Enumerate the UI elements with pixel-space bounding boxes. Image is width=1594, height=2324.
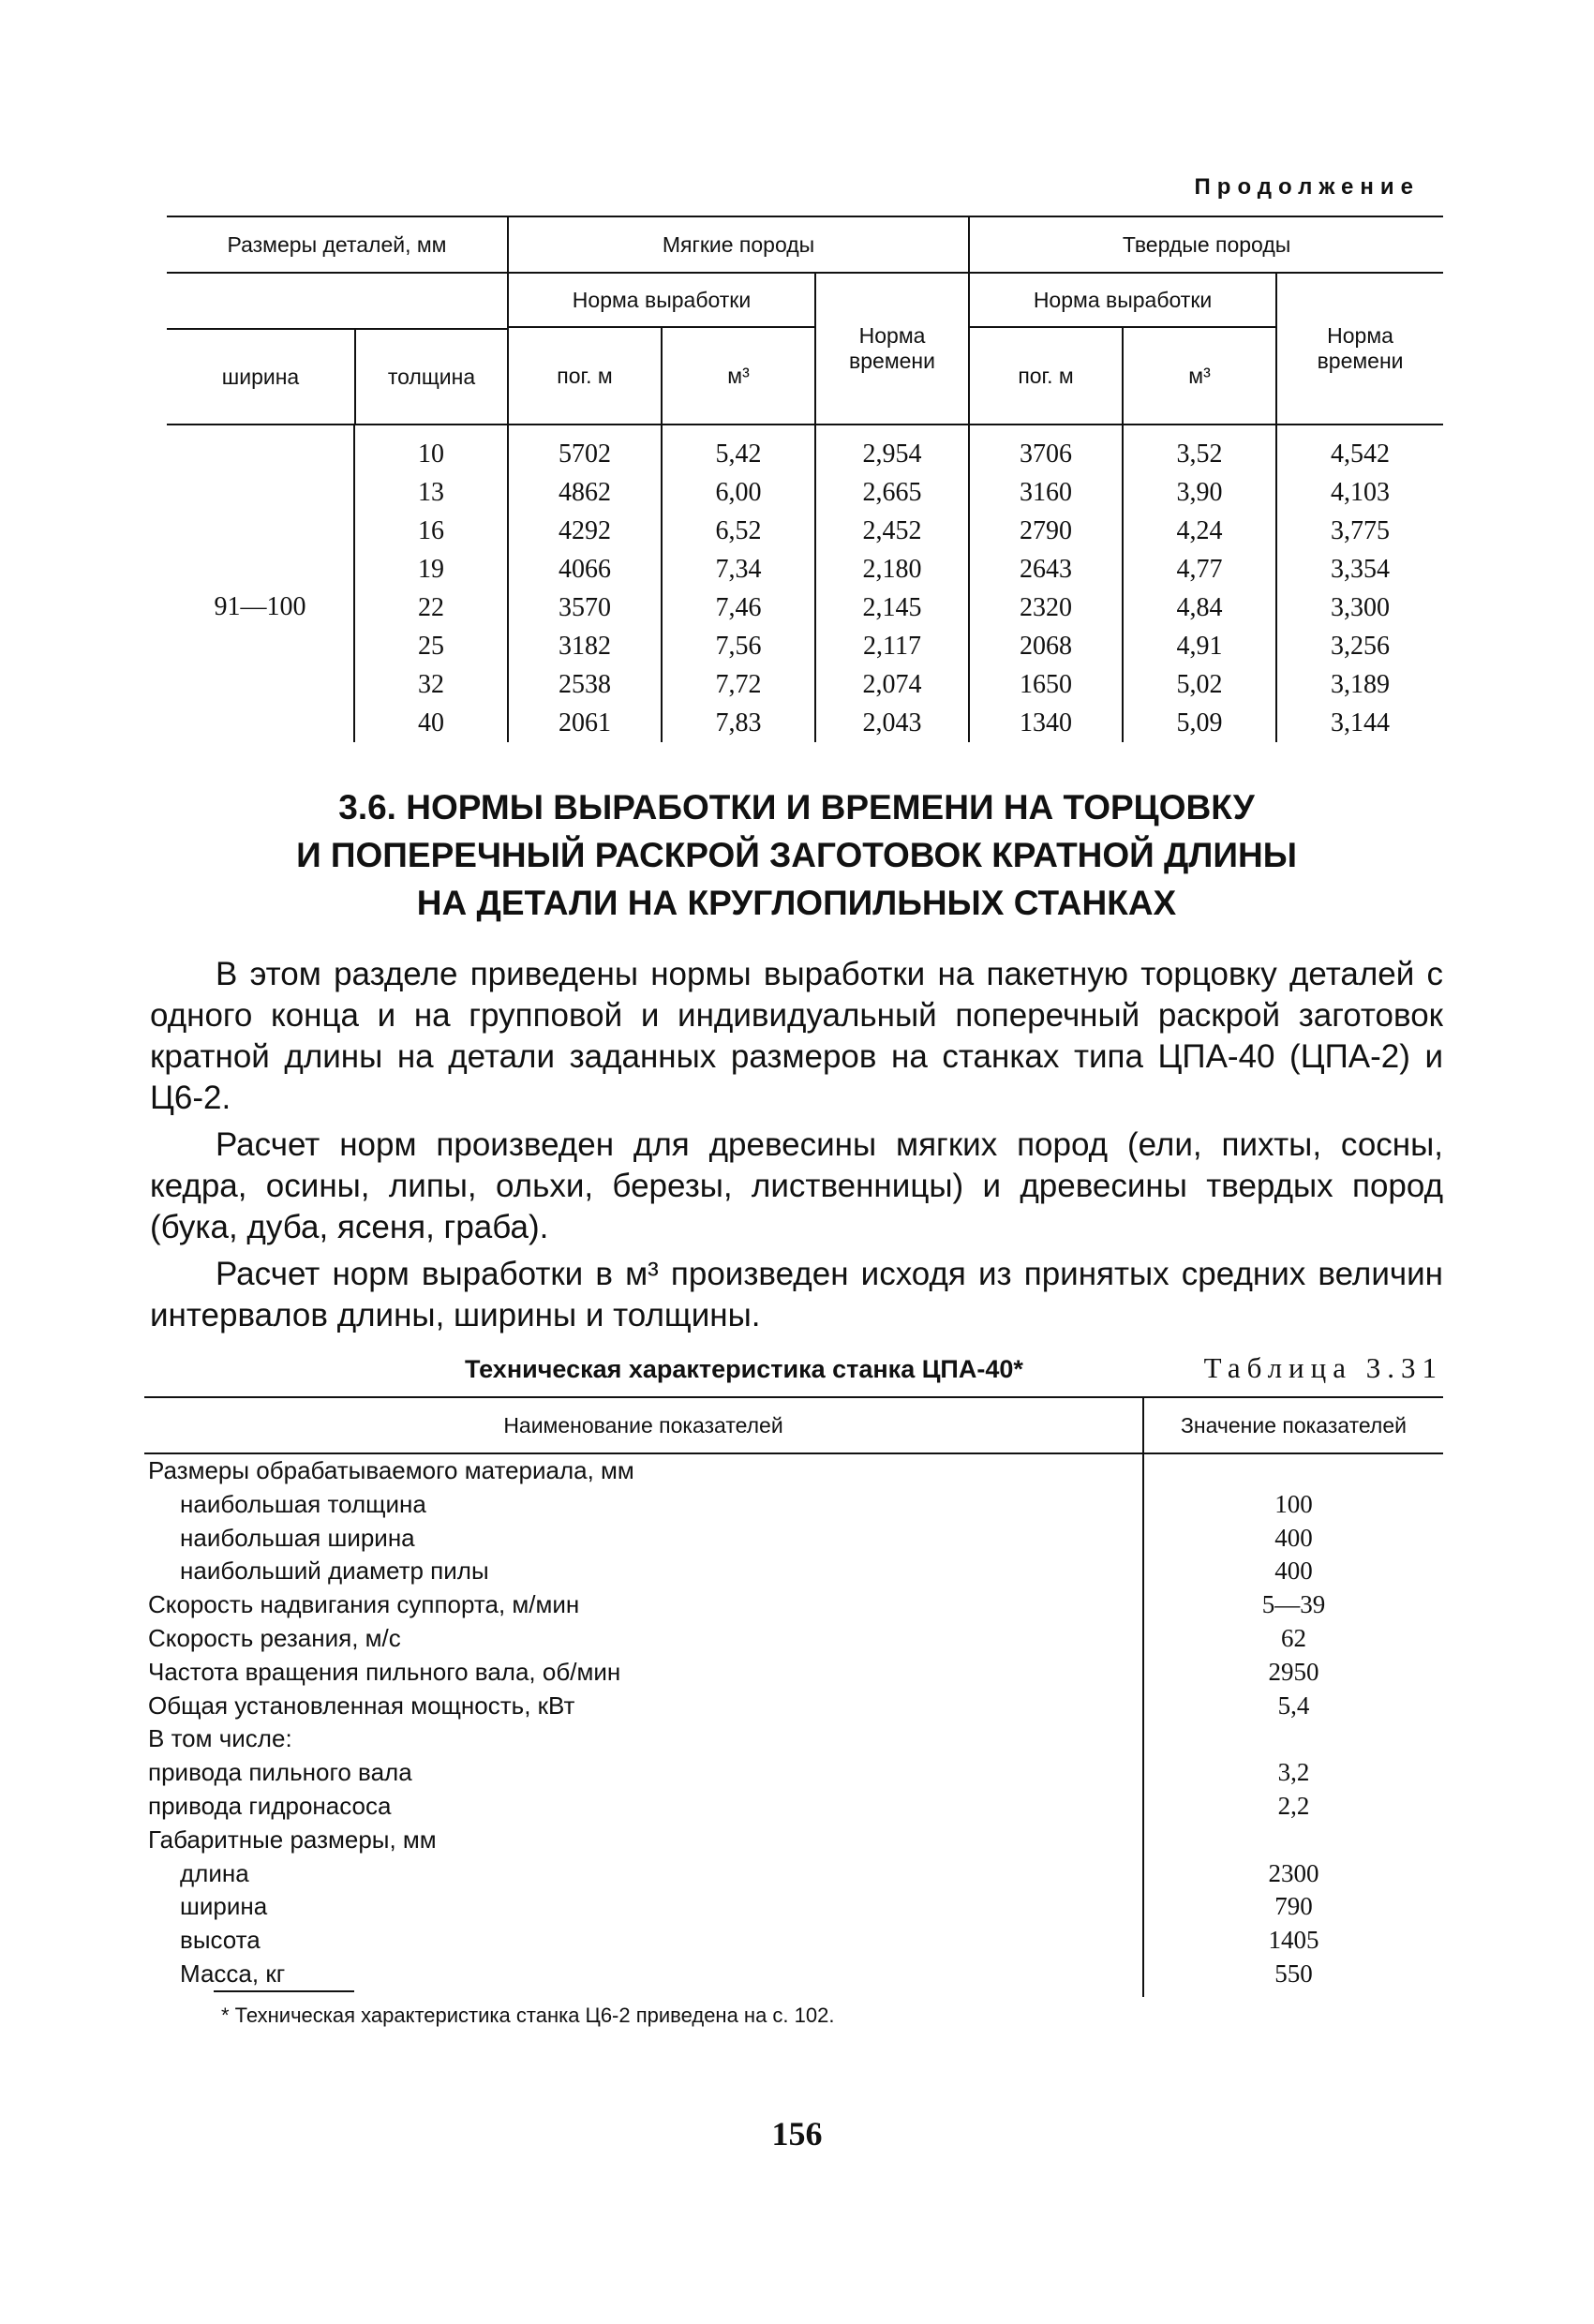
value-cell-hard-m3: 5,09 [1123,704,1276,742]
spec-row [144,1722,1443,1756]
value-cell-soft-m3: 7,34 [662,550,815,588]
value-cell-soft-m: 4862 [508,473,662,512]
norms-table [167,216,1443,742]
value-cell-hard-time: 3,354 [1276,550,1443,588]
value-cell-soft-time: 2,954 [815,425,969,473]
spec-row-name: Скорость надвигания суппорта, м/мин [148,1590,580,1619]
spec-row-value: 62 [1143,1622,1443,1656]
value-cell-soft-time: 2,180 [815,550,969,588]
paragraph-3: Расчет норм выработки в м³ произведен исходя из принятых средних величин интервалов длины, ширины и толщины. [150,1256,1443,1333]
thickness-cell: 40 [354,704,508,742]
spec-row-name: высота [180,1926,261,1955]
value-cell-hard-time: 3,189 [1276,665,1443,704]
spec-row-name: Масса, кг [180,1959,286,1988]
thickness-cell: 22 [354,588,508,627]
spec-row [144,1857,1443,1891]
spec-row-name: ширина [180,1892,268,1921]
header-hard-norm-time: Норма времени [1276,273,1443,425]
norms-row [167,425,1443,473]
spec-row-value: 5—39 [1143,1588,1443,1622]
spec-row [144,1690,1443,1723]
spec-row-value: 100 [1143,1488,1443,1522]
thickness-cell: 25 [354,627,508,665]
value-cell-soft-time: 2,117 [815,627,969,665]
spec-row [144,1488,1443,1522]
value-cell-soft-m: 3570 [508,588,662,627]
spec-row [144,1622,1443,1656]
spec-table-caption [150,1351,1443,1396]
value-cell-soft-time: 2,043 [815,704,969,742]
header-soft-m3: м³ [662,327,815,425]
continuation-label: Продолжение [1194,174,1420,200]
spec-row-value: 400 [1143,1522,1443,1556]
value-cell-hard-time: 3,144 [1276,704,1443,742]
value-cell-hard-time: 3,300 [1276,588,1443,627]
width-cell: 91—100 [214,591,306,621]
value-cell-hard-m: 3160 [969,473,1123,512]
header-width-thickness-group [167,273,508,425]
spec-row-name: наибольшая ширина [180,1523,415,1552]
value-cell-soft-m: 4066 [508,550,662,588]
spec-row-value [1143,1722,1443,1756]
header-soft-linear-m: пог. м [508,327,662,425]
thickness-cell: 13 [354,473,508,512]
header-soft-norm-output: Норма выработки [508,273,815,327]
spec-col-name: Наименование показателей [144,1397,1143,1453]
value-cell-soft-m: 4292 [508,512,662,550]
value-cell-hard-time: 3,256 [1276,627,1443,665]
value-cell-soft-m3: 7,72 [662,665,815,704]
spec-table-body [144,1453,1443,1997]
spec-row-name: наибольший диаметр пилы [180,1557,489,1586]
heading-line-2: И ПОПЕРЕЧНЫЙ РАСКРОЙ ЗАГОТОВОК КРАТНОЙ ДЛИНЫ [296,836,1297,874]
spec-col-value: Значение показателей [1143,1397,1443,1453]
spec-row-name: Частота вращения пильного вала, об/мин [148,1657,621,1686]
spec-row [144,1756,1443,1790]
thickness-cell: 19 [354,550,508,588]
header-hard-m3: м³ [1123,327,1276,425]
value-cell-hard-m: 2320 [969,588,1123,627]
spec-row [144,1656,1443,1690]
thickness-cell: 16 [354,512,508,550]
spec-table-title: Техническая характеристика станка ЦПА-40* [465,1355,1023,1383]
norms-row [167,665,1443,704]
value-cell-hard-m3: 4,84 [1123,588,1276,627]
spec-row-name: В том числе: [148,1724,292,1753]
value-cell-hard-m: 2643 [969,550,1123,588]
footnote: * Техническая характеристика станка Ц6-2 приведена на с. 102. [221,2004,835,2027]
footnote-rule [214,1990,354,1992]
section-heading [150,783,1443,927]
norms-table-body [167,425,1443,742]
value-cell-soft-time: 2,665 [815,473,969,512]
value-cell-hard-m3: 4,91 [1123,627,1276,665]
paragraph-1: В этом разделе приведены нормы выработки на пакетную торцовку деталей с одного конца и на групповой и индивидуальный поперечный раскрой заготовок кратной длины на детали заданных размеров на станках типа ЦПА-40 (ЦПА-2) и Ц6-2. [150,956,1443,1116]
value-cell-soft-time: 2,452 [815,512,969,550]
norms-row [167,512,1443,550]
spec-row-name: Габаритные размеры, мм [148,1825,437,1854]
spec-row-name: наибольшая толщина [180,1489,426,1518]
value-cell-hard-m3: 4,24 [1123,512,1276,550]
value-cell-soft-m: 2061 [508,704,662,742]
spec-row-value: 400 [1143,1555,1443,1588]
value-cell-hard-m: 1650 [969,665,1123,704]
header-soft-norm-time: Норма времени [815,273,969,425]
spec-row-name: Размеры обрабатываемого материала, мм [148,1456,634,1484]
spec-row-name: привода гидронасоса [148,1791,392,1820]
value-cell-soft-m: 3182 [508,627,662,665]
value-cell-hard-m: 2790 [969,512,1123,550]
header-details-size: Размеры деталей, мм [167,216,508,273]
value-cell-soft-time: 2,074 [815,665,969,704]
spec-row-value [1143,1824,1443,1857]
header-width: ширина [221,365,300,389]
norms-row [167,588,1443,627]
spec-row [144,1555,1443,1588]
value-cell-soft-m: 2538 [508,665,662,704]
value-cell-hard-m3: 5,02 [1123,665,1276,704]
header-soft-species: Мягкие породы [508,216,969,273]
spec-row-name: длина [180,1858,249,1887]
value-cell-soft-m3: 6,00 [662,473,815,512]
value-cell-hard-time: 4,542 [1276,425,1443,473]
spec-row [144,1453,1443,1488]
spec-row-value: 2950 [1143,1656,1443,1690]
header-thickness: толщина [354,330,507,424]
value-cell-hard-time: 4,103 [1276,473,1443,512]
norms-row [167,550,1443,588]
spec-row [144,1924,1443,1958]
spec-row-value: 2300 [1143,1857,1443,1891]
thickness-cell: 32 [354,665,508,704]
spec-row [144,1588,1443,1622]
value-cell-hard-m: 3706 [969,425,1123,473]
spec-table-number: Таблица 3.31 [1203,1351,1443,1384]
spec-table [144,1396,1443,1997]
spec-row-value [1143,1453,1443,1488]
heading-line-1: 3.6. НОРМЫ ВЫРАБОТКИ И ВРЕМЕНИ НА ТОРЦОВКУ [338,788,1255,827]
header-hard-norm-output: Норма выработки [969,273,1276,327]
value-cell-hard-m3: 3,90 [1123,473,1276,512]
spec-row [144,1824,1443,1857]
norms-row [167,704,1443,742]
spec-row-value: 550 [1143,1958,1443,1997]
spec-row [144,1890,1443,1924]
spec-row-name: Общая установленная мощность, кВт [148,1691,575,1720]
value-cell-soft-m3: 7,56 [662,627,815,665]
paragraph-2: Расчет норм произведен для древесины мягких пород (ели, пихты, сосны, кедра, осины, липы, ольхи, березы, лиственницы) и древесины твердых пород (бука, дуба, ясеня, граба). [150,1126,1443,1245]
header-hard-linear-m: пог. м [969,327,1123,425]
spec-row [144,1522,1443,1556]
spec-row-value: 790 [1143,1890,1443,1924]
norms-row [167,473,1443,512]
spec-row-value: 2,2 [1143,1790,1443,1824]
heading-line-3: НА ДЕТАЛИ НА КРУГЛОПИЛЬНЫХ СТАНКАХ [416,884,1177,922]
value-cell-hard-m: 1340 [969,704,1123,742]
spec-row-value: 1405 [1143,1924,1443,1958]
spec-row-name: Скорость резания, м/с [148,1623,401,1652]
value-cell-hard-time: 3,775 [1276,512,1443,550]
header-hard-species: Твердые породы [969,216,1443,273]
spec-row-name: привода пильного вала [148,1758,412,1787]
value-cell-soft-time: 2,145 [815,588,969,627]
thickness-cell: 10 [354,425,508,473]
value-cell-hard-m3: 4,77 [1123,550,1276,588]
spec-row-value: 5,4 [1143,1690,1443,1723]
spec-row-value: 3,2 [1143,1756,1443,1790]
spec-row [144,1790,1443,1824]
page-number: 156 [771,2115,823,2153]
value-cell-hard-m3: 3,52 [1123,425,1276,473]
norms-row [167,627,1443,665]
value-cell-soft-m3: 7,83 [662,704,815,742]
value-cell-hard-m: 2068 [969,627,1123,665]
value-cell-soft-m3: 6,52 [662,512,815,550]
value-cell-soft-m: 5702 [508,425,662,473]
value-cell-soft-m3: 5,42 [662,425,815,473]
value-cell-soft-m3: 7,46 [662,588,815,627]
